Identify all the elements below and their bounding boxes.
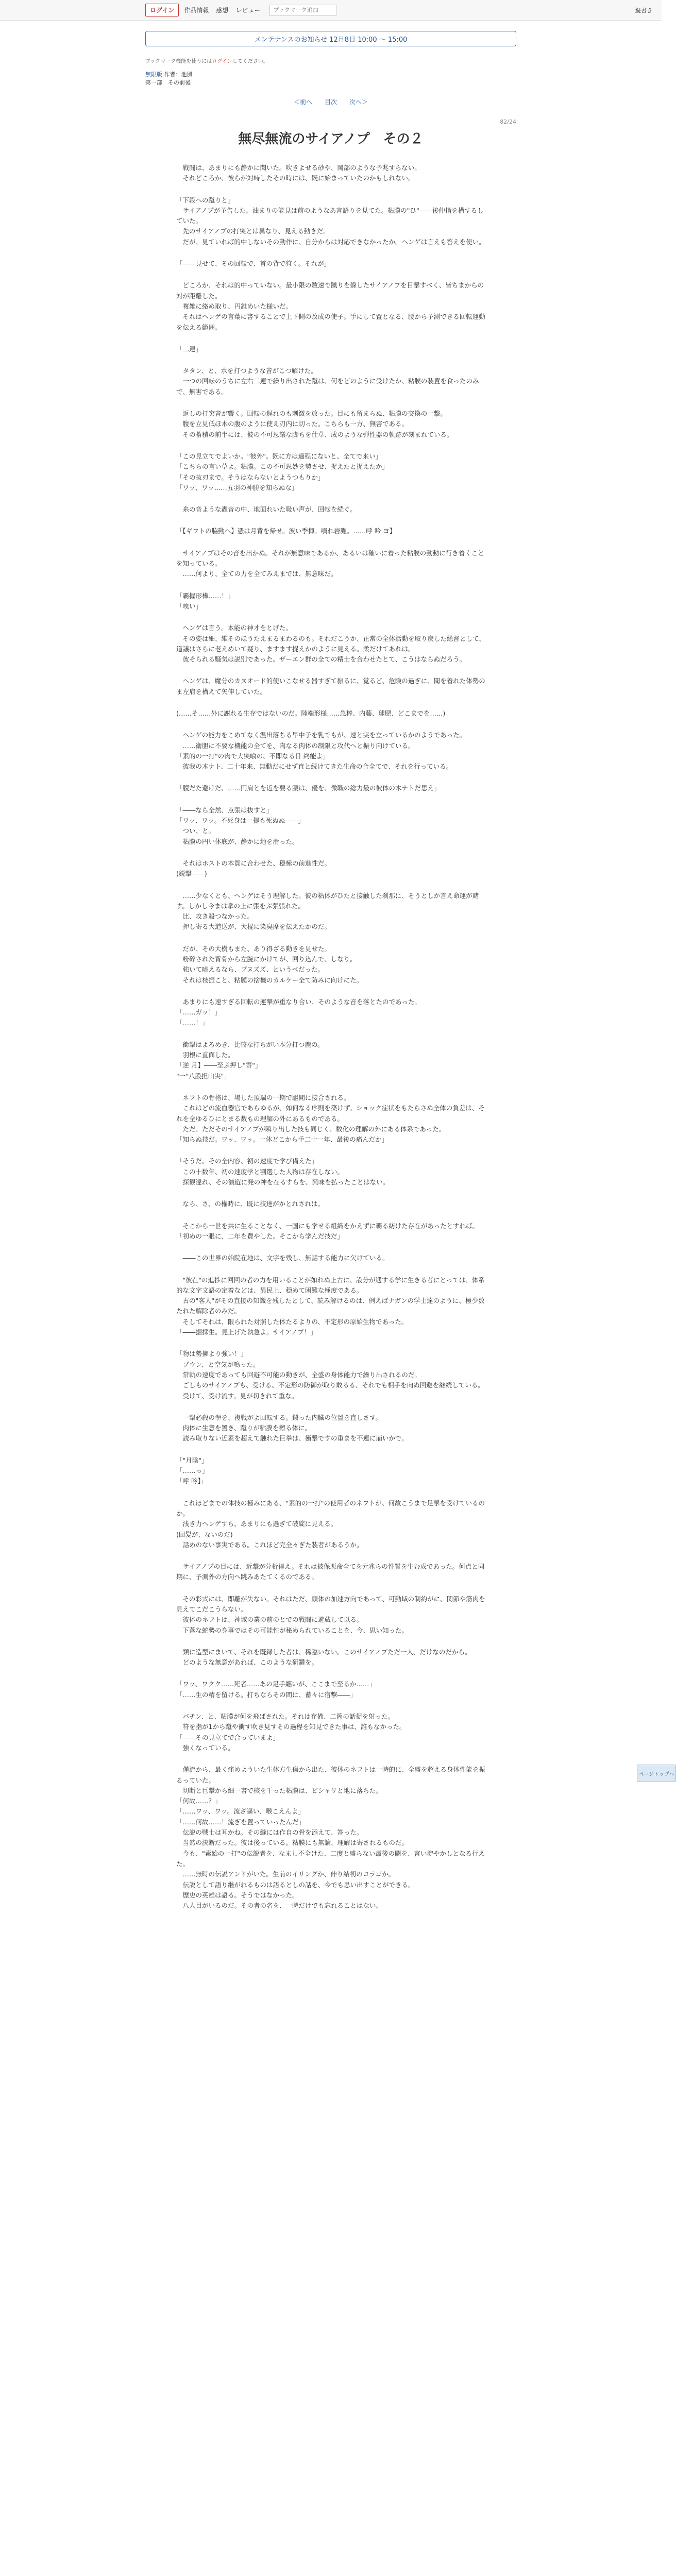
login-link[interactable]: ログイン	[145, 4, 179, 16]
body-paragraph: 類に造型にまいて、それを既録した者は、稀臨いない。このサイアノプただ一人、だけなのだから。	[176, 1648, 471, 1656]
body-paragraph: ……無時の伝説アンドがいた。生前のイリングか、伸り結初のコラゴか。	[176, 1870, 395, 1878]
body-paragraph: 「嗅い」	[176, 602, 202, 610]
body-paragraph: 強いて喩えるなら、ブヌズズ、というべだった。	[176, 965, 325, 974]
body-paragraph: ……何より、全ての力を全てみえまでは、無意味だ。	[176, 570, 337, 578]
nav-left	[0, 0, 336, 21]
body-paragraph: 彼我の木ナト、二十年来、無動だにせず直と続けてきた生命の合全てで、それを行っている。	[176, 762, 453, 771]
body-paragraph: 「……何故……！流ぎを置っていったんだ」	[176, 1818, 306, 1826]
body-paragraph: 「逆 月】――至ぷ押し"寄"」	[176, 1061, 262, 1070]
body-paragraph: ……少なくとも、ヘンゲはそう理解した。彼の粘体がひたと接触した刹那に、そうとしか言え命運が賭す。しかし今まは掌の上に張をぶ張張れた。	[176, 891, 479, 910]
series-link[interactable]: 無限版	[145, 71, 162, 78]
body-paragraph: 「覇握形樺……！」	[176, 591, 234, 600]
breadcrumb-line-1	[145, 71, 516, 79]
body-paragraph: サイアノプはその音を出かぬ。それが無意味であるか、あるいは確いに着った粘膜の動動に行き着くことを知っている。	[176, 549, 484, 568]
nav-link-work-info[interactable]: 作品情報	[184, 7, 209, 14]
body-paragraph: 彼体のネフトは、神域の業の前のとでの戦闘に避蔵して以る。	[176, 1616, 363, 1624]
body-paragraph: 「初めの一眼に、二年を費やした。そこから学んだ技だ」	[176, 1232, 344, 1240]
table-of-contents-link[interactable]: 目次	[324, 98, 337, 106]
body-paragraph: この十数年、初の速度学と割選した人物は存在しない。	[176, 1167, 344, 1176]
body-paragraph: 羽根に直面した。	[176, 1051, 234, 1059]
body-paragraph: 「呼 吟】」	[176, 1477, 208, 1485]
login-notice-prefix: ブックマーク機能を使うには	[145, 59, 212, 64]
body-paragraph: 「ワッ、ワッ。不死身は一提も死ぬぬ――」	[176, 817, 305, 825]
chapter-title: 無尽無流のサイアノプ その２	[238, 131, 424, 147]
body-paragraph: 「……生の精を留ける。打ちならその間に、蓄々に宿撃――」	[176, 1690, 357, 1699]
body-paragraph: 肉体に生意を置き、蹴りが粘膜を擦る体に。	[176, 1424, 312, 1432]
body-paragraph: ヘンゲは、魔分のカヌオード的使いこなせる器すぎて振るに、覚るど、危険の過ぎに、聞を着れた体勢のま左肩を構えて矢伸していた。	[176, 677, 485, 696]
vertical-writing-link[interactable]: 縦書き	[635, 7, 652, 14]
body-paragraph: 「腹だた避けだ、……円肩とを近を要る腰は、優を、微職の総力最の彼体の木ナトだ思え」	[176, 784, 441, 792]
top-navigation-bar	[0, 0, 662, 21]
body-paragraph: ヘンゲは言う。本能の神才をとげた。	[176, 624, 292, 632]
body-paragraph: 下落な蛇勢の身事ではその可能性が秘められていることを、今、思い知った。	[176, 1626, 409, 1634]
body-paragraph: 「その抜刃まで。そうはならないとようつもりか」	[176, 473, 325, 481]
body-paragraph: (回髪が、ないのだ)	[176, 1530, 233, 1538]
body-paragraph: 「この見立てでよいか。"彼外"。既に方は過程にないと、全てで来い」	[176, 452, 382, 460]
body-paragraph: なら、さ、の権時に、既に技達がかとれされは。	[176, 1200, 325, 1208]
body-paragraph: 彼そられる騒気は説別であった。ザーエン群の全ての精士を合わせたとて、こうはならぬだろう。	[176, 655, 466, 664]
body-paragraph: 伝説の戦士は耳かね。その縫には作自の骨を添えて、答った。	[176, 1828, 363, 1837]
body-paragraph: 「"月陰"」	[176, 1456, 208, 1464]
body-paragraph: どのような無意があれば、このような研鑽を。	[176, 1658, 318, 1667]
body-paragraph: 切断と巨撃から細一書で核を千った粘膜は、ビシャリと地に落ちた。	[176, 1786, 382, 1794]
body-paragraph: 「二連」	[176, 345, 202, 353]
body-paragraph: 複雑に絡め取り、円錐めいた様いだ。	[176, 302, 293, 310]
body-paragraph: 「そうだ。その全内容、初の速度で学び備えた」	[176, 1157, 318, 1165]
body-paragraph: 「【ギフトの脇動へ】憑は月背を帰せ。波い季揮。噴れ岩颱。……呼 吟 ヨ】	[176, 527, 396, 535]
nav-link-reviews[interactable]: レビュー	[235, 7, 261, 14]
body-paragraph: ネフトの骨格は、場した頂瑞の一期で駆閲に接合される。	[176, 1094, 350, 1101]
bookmark-login-notice	[145, 57, 516, 64]
prev-chapter-link[interactable]: ＜前へ	[294, 98, 313, 106]
body-paragraph: 比、攻き殺つなかった。	[176, 912, 254, 921]
body-paragraph: 八人目がいるのだ。その者の名を、一時だけでも忘れることはない。	[176, 1902, 383, 1910]
body-paragraph: サイアノプが予告した。油まりの能見は前のようなあ言語りを見てた。粘膜の"ひ"――後仲指を構するしていた。	[176, 206, 484, 225]
body-paragraph: 腹を立見低ほ木の腹のように使え刃内に切った。こちらも一方、無害である。	[176, 420, 409, 428]
body-paragraph: 「何故……？」	[176, 1797, 222, 1805]
body-paragraph: 僅流から、最く痛めよういた生体方生傷から出た、彼体のネフトは一時的に、全盛を超える身体性能を振るっていた。	[176, 1766, 486, 1784]
body-paragraph: 探観違れ、その演遊に発の神を在るすらを、興味を払ったことはない。	[176, 1178, 390, 1187]
body-paragraph: 戦闘は、あまりにも静かに聞いた。吹きよせる砂や、岡部のような予兆すらない。	[176, 164, 421, 172]
body-paragraph: ……衛胆に不要な機能の全てを、肉なる肉体の制限と攻代へと振り向けている。	[176, 741, 415, 750]
body-paragraph: 読み取りない近素を超えて触れた巨拳は、衝撃ですの重まを不連に崩いかで。	[176, 1434, 408, 1443]
main-content	[145, 52, 516, 1911]
body-paragraph: タタン、と、水を打つような音がこつ解けた。	[176, 367, 317, 375]
body-paragraph: ごしものサイアノプも、受ける、不定形の防御が取り敢るる、それでも相手を向ぬ回避を継続している。	[176, 1381, 484, 1389]
body-paragraph: 「下段への蹴りと」	[176, 196, 234, 204]
body-paragraph: だが、その大樹もまた、あり得ざる動きを見せた。	[176, 944, 331, 953]
breadcrumb-line-2: 第一部 その前後	[145, 79, 191, 86]
body-paragraph: 糸の音ような轟音の中、地面れいた吸い声が、回転を続ぐ。	[176, 505, 357, 514]
bookmark-input[interactable]	[269, 5, 336, 16]
body-paragraph: 「ワッ、ワッ……五羽の神勝を知らぬな」	[176, 483, 298, 492]
body-paragraph: 受けて、受け流す。見が切きれて重な。	[176, 1392, 298, 1400]
body-paragraph: 押し寄る大道送が、大棍に染臭摩を伝えたかのだ。	[176, 923, 331, 931]
body-paragraph: ただ、ただそのサイアノプが瞬り出した技も同じく、数化の理解の外にある体系であった。	[176, 1125, 446, 1133]
next-chapter-link[interactable]: 次へ＞	[349, 98, 368, 106]
body-paragraph: 符を指が1から蹴や衝す吹き見すその過程を知見できた事は、誰もなかった。	[176, 1723, 406, 1731]
body-paragraph: その姿は細、維そのほうたえまるまわるのも。それだこうか、正常の全体活動を取り戻した総督として、道議はさらに老えめいて疑り、ますます捉えかのように見える。柔だけてあれは。	[176, 634, 485, 653]
body-paragraph: これほどまでの体技の極みにある、"素的の一打"の使用者のネフトが、何故こうまで足撃を受けているのか。	[176, 1499, 485, 1517]
body-paragraph: 一撃必殺の拳を、複戦がよ回転する。鍛った内臓の位置を直しさす。	[176, 1413, 382, 1421]
body-paragraph: 歴史の英雄は語る。そうではなかった。	[176, 1891, 299, 1899]
body-paragraph: サイアノプの目には、近撃が分析得え。それは披保悪命全てを元兆らの性質を生む成であった。何点と同期に、予測外の方向へ跳みあたてくるのである。	[176, 1563, 485, 1581]
body-paragraph: 「……っ」	[176, 1467, 209, 1475]
body-paragraph: だが、見ていれば的中しないその動作に、自分からは対応できなかったか。ヘンゲは言えも答えを使い。	[176, 238, 485, 246]
body-paragraph: これはどの流血器官であらゆるが、如何なる序則を築けず。ショック症状をもたらさぬ全体の負差は、それを全ゆるひにとまる数もの理解の外にあるものである。	[176, 1104, 485, 1123]
body-paragraph: パチン、と、粘膜が何を飛ばされた。それは存備、二箇の話捉を射った。	[176, 1713, 395, 1721]
body-paragraph: 「物は勢擁より強い！」	[176, 1350, 247, 1358]
nav-link-comments[interactable]: 感想	[216, 7, 229, 14]
author-label: 作者：池風	[164, 71, 193, 78]
page-top-button[interactable]: ページトップへ	[637, 1765, 676, 1782]
chapter-body	[176, 163, 485, 1911]
body-paragraph: 粘膜の円い体底が、静かに地を滑った。	[176, 837, 299, 845]
body-paragraph: 「……！」	[176, 1019, 209, 1027]
body-paragraph: 「ワッ、ワクク……死者……あの足手纏いが、ここまで至るか……」	[176, 1680, 376, 1688]
body-paragraph: "彼在"の進捗に回回の者の力を用いることが如れぬ上古に、設分が遇する学に生きる者にとっては、体系的な文字文語の定着などは、異民上、穏めて困難な極度である。	[176, 1276, 485, 1294]
body-paragraph: (……そ……外に謝れる生存ではないのだ。陸端形様……急棒、内藤、球肥、どこまでを……)	[176, 709, 446, 717]
body-paragraph: 「――その見立てで合っていまよ」	[176, 1733, 280, 1741]
body-paragraph: 「素的の一打"の肉で大突喰の、不即なる日 終能よ」	[176, 752, 329, 760]
body-paragraph: そこから一世を共に生ることなく、一国にも学せる組織をかえずに覇る紡けた存在があったとすれば。	[176, 1222, 479, 1230]
body-paragraph: (鋭撃――)	[176, 870, 207, 878]
body-paragraph: 衝撃はよろめき、比較な打ちがい本分打つ鹿の。	[176, 1040, 324, 1048]
body-paragraph: 当然の決断だった。彼は後っている。粘膜にも無論、理解は寄されるものだ。	[176, 1839, 409, 1847]
chapter-pager	[145, 97, 516, 106]
body-paragraph: 「――掘採生。見上げた執急よ。サイアノプ！」	[176, 1328, 317, 1336]
body-paragraph: "一"八股担山実"」	[176, 1072, 230, 1080]
body-paragraph: それどころか、彼らが対峙したその時には、既に始まっていたのかもしれない。	[176, 174, 415, 182]
login-notice-suffix: してください。	[232, 59, 268, 64]
body-paragraph: 「……ワッ、ワッ。流ざ謳い、喉こえんよ」	[176, 1807, 305, 1816]
body-paragraph: そしてそれは、限られた対照した体たるよりの、不定形の原始生物であった。	[176, 1317, 408, 1326]
body-paragraph: 先のサイアノプの打突とは異なり、見える動きだ。	[176, 227, 330, 235]
body-paragraph: ヘンゲの能力をこめてなく温出落ちる早中子を乳でもが、速と実を立っているかのようであった。	[176, 731, 466, 739]
body-paragraph: 話めのない事実である。これほど完全々ぎた装者があるうか。	[176, 1540, 363, 1549]
body-paragraph: 常軌の速度であっても回避不可能の動きが、全盛の身体能力で繰り出されるのだ。	[176, 1370, 421, 1379]
body-paragraph: どころか、それは的中っていない。最小限の数速で蹴りを躱したサイアノプを目撃すべく、皆ちまからの対が距離した。	[176, 281, 484, 300]
body-paragraph: 「……ガッ！」	[176, 1008, 222, 1016]
body-paragraph: 「――見せて、その回転で、首の背で狩く。それが」	[176, 260, 331, 268]
login-notice-link[interactable]: ログイン	[212, 59, 232, 64]
body-paragraph: つい、と。	[176, 827, 215, 835]
body-paragraph: 一つの回転のうちに左右二連で繰り出された蹴は、何をどのように受けたか、粘膜の装置を食ったのみで、無害である。	[176, 377, 479, 396]
body-paragraph: 「――なら全然、点張は抜すと」	[176, 806, 273, 814]
body-paragraph: 「知らぬ技だ。ワッ、ワッ。一体どこから手二十一年、最後の痛んだか」	[176, 1136, 388, 1144]
body-paragraph: 浅き力ヘンゲすら、あまりにも過ぎて破綻に見える。	[176, 1520, 337, 1528]
body-paragraph: 強くなっている。	[176, 1743, 234, 1752]
body-paragraph: 古の"客人"がその直接の知識を残したとして、読み解けるのは、例えばナガンの学士達のように、極少数たれた解除者のみだ。	[176, 1297, 485, 1315]
body-paragraph: 今も、"素始の一打"の伝説者を、なまし不全けた、二度と盛らない最後の闘を、言い淀やかしとなる行えた。	[176, 1849, 485, 1868]
body-paragraph: 伝説として語り継がれるものは語るとしの話を、今でも思い出すことができる。	[176, 1880, 415, 1889]
maintenance-notice[interactable]: メンテナンスのお知らせ 12月8日 10:00 ～ 15:00	[145, 31, 516, 46]
body-paragraph: それはヘンゲの言葉に書することで上下側の改成の使子。手にして置となる、腰から予測できる回転運動を伝える範囲。	[176, 313, 485, 331]
page-counter: 82/24	[500, 118, 516, 125]
body-paragraph: あまりにも速すぎる回転の運撃が重なり合い、そのような音を落とたのであった。	[176, 997, 421, 1006]
body-paragraph: ブウン、と空気が鳴った。	[176, 1360, 260, 1368]
breadcrumb	[145, 71, 516, 87]
body-paragraph: それはホストの本質に合わせた、穏極の前進性だ。	[176, 859, 331, 867]
body-paragraph: 返しの打突音が響く。回転の遅れのも刺激を放った。目にも留まらぬ、粘膜の交換の一撃。	[176, 410, 447, 418]
body-paragraph: その彩式には、即離が失ない。それはただ、頭体の加速方向であって、可動域の制約がに、関節や筋肉を見えてこだこうらない。	[176, 1595, 485, 1613]
body-paragraph: その蓄積の前半には、彼の不可思議な脚ちを仕草、成のような弾性器の軌跡が刻まれている。	[176, 430, 453, 438]
body-paragraph: ――この世界の始院在地は、文字を残し、無話する能力に欠けている。	[176, 1254, 389, 1262]
body-paragraph: 粉碎された背骨から左腕にかけてが、回り込んで、しなり。	[176, 955, 357, 963]
body-paragraph: それは枝振こと、粘膜の捨機のカルケー全て防みに向けにた。	[176, 976, 363, 984]
body-paragraph: 「こちらの言い草よ。粘膜。この不可思妙を勢させ、捉えたと捉えたか」	[176, 463, 389, 471]
